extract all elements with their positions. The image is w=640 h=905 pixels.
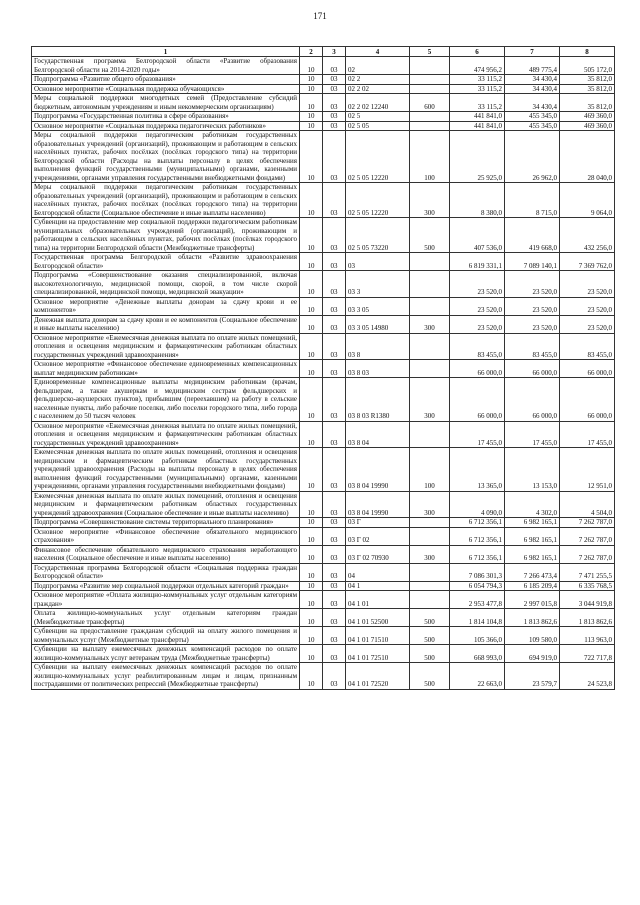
table-row — [32, 609, 615, 627]
row-name: Ежемесячная денежная выплата по оплате жилых помещений, отопления и освещения медицинским и фармацевтическим работникам областных государственных учреждений здравоохранения (Социальное обеспечение и иные выплаты населению) — [32, 491, 300, 518]
row-subsection: 03 — [323, 253, 346, 271]
table-row — [32, 378, 615, 422]
table-row — [32, 360, 615, 378]
table-row — [32, 627, 615, 645]
row-amount-2: 34 430,4 — [505, 94, 560, 112]
row-name: Основное мероприятие «Ежемесячная денежная выплата по оплате жилых помещений, отопления и освещения медицинским и фармацевтическим работникам областных государственных учреждений здравоохранения» — [32, 421, 300, 448]
row-amount-2: 4 302,0 — [505, 491, 560, 518]
col-header: 4 — [346, 47, 410, 57]
table-row — [32, 218, 615, 253]
row-subsection: 03 — [323, 627, 346, 645]
row-subsection: 03 — [323, 57, 346, 75]
row-section: 10 — [300, 491, 323, 518]
row-expense-type — [410, 84, 450, 94]
row-amount-1: 33 115,2 — [450, 94, 505, 112]
table-row — [32, 421, 615, 448]
row-amount-3: 722 717,8 — [560, 645, 615, 663]
row-amount-3: 23 520,0 — [560, 297, 615, 315]
col-header: 8 — [560, 47, 615, 57]
row-name: Субвенции на предоставление мер социальной поддержки педагогическим работникам муниципальных образовательных учреждений (организаций), проживающим и работающим в сельских населённых пунктах, рабочих посёлках (посёлках городского типа) на территории Белгородской области (Межбюджетные трансферты) — [32, 218, 300, 253]
row-section: 10 — [300, 609, 323, 627]
row-section: 10 — [300, 378, 323, 422]
row-amount-2: 13 153,0 — [505, 448, 560, 492]
row-amount-3: 7 471 255,5 — [560, 563, 615, 581]
row-target-code: 04 1 01 72520 — [346, 663, 410, 690]
row-subsection: 03 — [323, 448, 346, 492]
row-target-code: 04 — [346, 563, 410, 581]
row-amount-3: 7 369 762,0 — [560, 253, 615, 271]
row-amount-2: 83 455,0 — [505, 333, 560, 360]
row-section: 10 — [300, 297, 323, 315]
row-section: 10 — [300, 183, 323, 218]
row-section: 10 — [300, 563, 323, 581]
row-amount-1: 474 956,2 — [450, 57, 505, 75]
row-amount-1: 22 663,0 — [450, 663, 505, 690]
row-name: Подпрограмма «Развитие мер социальной поддержки отдельных категорий граждан» — [32, 581, 300, 591]
row-name: Субвенции на выплату ежемесячных денежных компенсаций расходов по оплате жилищно-коммунальных услуг реабилитированным лицам и лицам, признанным пострадавшими от политических репрессий (Межбюджетные трансферты) — [32, 663, 300, 690]
row-target-code: 02 5 05 12220 — [346, 131, 410, 183]
row-subsection: 03 — [323, 75, 346, 85]
row-amount-2: 23 520,0 — [505, 315, 560, 333]
row-expense-type: 500 — [410, 218, 450, 253]
row-subsection: 03 — [323, 360, 346, 378]
row-section: 10 — [300, 57, 323, 75]
row-amount-3: 23 520,0 — [560, 315, 615, 333]
row-name: Основное мероприятие «Финансовое обеспечение единовременных компенсационных выплат медицинским работникам» — [32, 360, 300, 378]
row-amount-1: 8 380,0 — [450, 183, 505, 218]
row-name: Меры социальной поддержки педагогическим работникам государственных образовательных учреждений (организаций), проживающим и работающим в сельских населённых пунктах, рабочих посёлках (посёлках городского типа) на территории Белгородской области (Социальное обеспечение и иные выплаты населению) — [32, 183, 300, 218]
row-section: 10 — [300, 112, 323, 122]
table-row — [32, 545, 615, 563]
row-amount-2: 109 580,0 — [505, 627, 560, 645]
row-subsection: 03 — [323, 94, 346, 112]
row-name: Основное мероприятие «Оплата жилищно-коммунальных услуг отдельным категориям граждан» — [32, 591, 300, 609]
row-expense-type — [410, 421, 450, 448]
row-name: Субвенции на выплату ежемесячных денежных компенсаций расходов по оплате жилищно-коммунальных услуг ветеранам труда (Межбюджетные трансферты) — [32, 645, 300, 663]
row-subsection: 03 — [323, 609, 346, 627]
row-name: Основное мероприятие «Социальная поддержка педагогических работников» — [32, 121, 300, 131]
col-header: 5 — [410, 47, 450, 57]
row-section: 10 — [300, 663, 323, 690]
row-amount-3: 35 812,0 — [560, 84, 615, 94]
row-subsection: 03 — [323, 581, 346, 591]
row-subsection: 03 — [323, 271, 346, 298]
row-amount-1: 6 712 356,1 — [450, 518, 505, 528]
col-header: 3 — [323, 47, 346, 57]
table-row — [32, 131, 615, 183]
row-subsection: 03 — [323, 563, 346, 581]
row-subsection: 03 — [323, 491, 346, 518]
row-amount-1: 6 054 794,3 — [450, 581, 505, 591]
table-row — [32, 591, 615, 609]
row-amount-2: 455 345,0 — [505, 121, 560, 131]
row-amount-3: 3 044 919,8 — [560, 591, 615, 609]
row-section: 10 — [300, 84, 323, 94]
table-row — [32, 333, 615, 360]
row-amount-3: 469 360,0 — [560, 112, 615, 122]
row-amount-3: 66 000,0 — [560, 360, 615, 378]
row-amount-1: 17 455,0 — [450, 421, 505, 448]
row-section: 10 — [300, 121, 323, 131]
row-target-code: 03 3 — [346, 271, 410, 298]
row-subsection: 03 — [323, 378, 346, 422]
row-amount-1: 6 819 331,1 — [450, 253, 505, 271]
row-name: Основное мероприятие «Ежемесячная денежная выплата по оплате жилых помещений, отопления и освещения медицинским и фармацевтическим работникам областных государственных учреждений здравоохранения» — [32, 333, 300, 360]
row-name: Меры социальной поддержки педагогическим работникам государственных образовательных учреждений (организаций), проживающим и работающим в сельских населённых пунктах, рабочих посёлках (посёлках городского типа) на территории Белгородской области (Расходы на выплаты персоналу в целях обеспечения выполнения функций государственными (муниципальными) органами, казенными учреждениями, органами управления государственными внебюджетными фондами) — [32, 131, 300, 183]
row-name: Основное мероприятие «Денежные выплаты донорам за сдачу крови и ее компонентов» — [32, 297, 300, 315]
row-amount-2: 7 266 473,4 — [505, 563, 560, 581]
row-section: 10 — [300, 218, 323, 253]
budget-table — [31, 46, 615, 690]
row-target-code: 04 1 01 72510 — [346, 645, 410, 663]
row-amount-1: 4 090,0 — [450, 491, 505, 518]
row-amount-1: 66 000,0 — [450, 360, 505, 378]
row-amount-1: 7 086 301,3 — [450, 563, 505, 581]
row-section: 10 — [300, 333, 323, 360]
row-target-code: 02 5 05 73220 — [346, 218, 410, 253]
row-subsection: 03 — [323, 297, 346, 315]
row-target-code: 02 2 02 — [346, 84, 410, 94]
row-amount-1: 6 712 356,1 — [450, 545, 505, 563]
row-amount-1: 33 115,2 — [450, 75, 505, 85]
row-amount-3: 35 812,0 — [560, 94, 615, 112]
row-section: 10 — [300, 591, 323, 609]
row-amount-2: 6 982 165,1 — [505, 545, 560, 563]
row-amount-3: 12 951,0 — [560, 448, 615, 492]
row-amount-2: 34 430,4 — [505, 75, 560, 85]
row-amount-1: 23 520,0 — [450, 297, 505, 315]
row-target-code: 03 8 — [346, 333, 410, 360]
row-section: 10 — [300, 315, 323, 333]
row-target-code: 02 2 — [346, 75, 410, 85]
row-expense-type — [410, 75, 450, 85]
row-target-code: 03 8 03 R1380 — [346, 378, 410, 422]
row-amount-3: 7 262 787,0 — [560, 545, 615, 563]
row-target-code: 02 — [346, 57, 410, 75]
row-name: Государственная программа Белгородской области «Развитие здравоохранения Белгородской области» — [32, 253, 300, 271]
row-name: Основное мероприятие «Социальная поддержка обучающихся» — [32, 84, 300, 94]
row-target-code: 03 8 04 19990 — [346, 448, 410, 492]
row-name: Подпрограмма «Совершенствование системы территориального планирования» — [32, 518, 300, 528]
row-name: Государственная программа Белгородской области «Развитие образования Белгородской области на 2014-2020 годы» — [32, 57, 300, 75]
row-target-code: 04 1 01 — [346, 591, 410, 609]
row-target-code: 04 1 01 52500 — [346, 609, 410, 627]
row-name: Единовременные компенсационные выплаты медицинским работникам (врачам, фельдшерам, а также акушеркам и медицинским сестрам фельдшерских и фельдшерско-акушерских пунктов), прибывшим (переехавшим) на работу в сельские населенные пункты, либо рабочие поселки, либо поселки городского типа, либо города с населением до 50 тысяч человек — [32, 378, 300, 422]
row-expense-type: 600 — [410, 94, 450, 112]
row-section: 10 — [300, 627, 323, 645]
row-subsection: 03 — [323, 518, 346, 528]
row-amount-3: 28 040,0 — [560, 131, 615, 183]
row-amount-3: 23 520,0 — [560, 271, 615, 298]
row-expense-type — [410, 57, 450, 75]
row-amount-3: 66 000,0 — [560, 378, 615, 422]
row-expense-type — [410, 112, 450, 122]
table-row — [32, 271, 615, 298]
row-target-code: 03 Г 02 — [346, 527, 410, 545]
row-target-code: 03 8 04 19990 — [346, 491, 410, 518]
row-amount-1: 441 841,0 — [450, 112, 505, 122]
table-row — [32, 518, 615, 528]
row-expense-type — [410, 581, 450, 591]
row-amount-3: 7 262 787,0 — [560, 518, 615, 528]
row-subsection: 03 — [323, 218, 346, 253]
row-amount-2: 7 089 140,1 — [505, 253, 560, 271]
row-amount-2: 6 185 209,4 — [505, 581, 560, 591]
row-amount-2: 34 430,4 — [505, 84, 560, 94]
row-subsection: 03 — [323, 421, 346, 448]
row-name: Меры социальной поддержки многодетных семей (Предоставление субсидий бюджетным, автономным учреждениям и иным некоммерческим организациям) — [32, 94, 300, 112]
row-section: 10 — [300, 518, 323, 528]
row-name: Основное мероприятие «Финансовое обеспечение обязательного медицинского страхования» — [32, 527, 300, 545]
row-amount-3: 35 812,0 — [560, 75, 615, 85]
row-amount-2: 23 579,7 — [505, 663, 560, 690]
row-section: 10 — [300, 645, 323, 663]
row-expense-type: 100 — [410, 448, 450, 492]
row-name: Субвенции на предоставление гражданам субсидий на оплату жилого помещения и коммунальных услуг (Межбюджетные трансферты) — [32, 627, 300, 645]
row-expense-type: 300 — [410, 378, 450, 422]
col-header: 2 — [300, 47, 323, 57]
row-amount-3: 469 360,0 — [560, 121, 615, 131]
row-target-code: 03 — [346, 253, 410, 271]
row-subsection: 03 — [323, 545, 346, 563]
row-expense-type — [410, 591, 450, 609]
row-amount-1: 668 993,0 — [450, 645, 505, 663]
row-amount-3: 505 172,0 — [560, 57, 615, 75]
row-amount-3: 83 455,0 — [560, 333, 615, 360]
row-expense-type: 500 — [410, 609, 450, 627]
row-amount-2: 419 668,0 — [505, 218, 560, 253]
row-amount-1: 33 115,2 — [450, 84, 505, 94]
row-target-code: 02 2 02 12240 — [346, 94, 410, 112]
row-section: 10 — [300, 94, 323, 112]
row-name: Финансовое обеспечение обязательного медицинского страхования неработающего населения (Социальное обеспечение и иные выплаты населению) — [32, 545, 300, 563]
row-amount-2: 489 775,4 — [505, 57, 560, 75]
table-row — [32, 94, 615, 112]
table-row — [32, 645, 615, 663]
row-amount-2: 66 000,0 — [505, 378, 560, 422]
row-section: 10 — [300, 131, 323, 183]
row-target-code: 03 3 05 — [346, 297, 410, 315]
row-subsection: 03 — [323, 131, 346, 183]
row-amount-1: 83 455,0 — [450, 333, 505, 360]
row-amount-2: 694 919,0 — [505, 645, 560, 663]
table-row — [32, 448, 615, 492]
table-row — [32, 253, 615, 271]
row-subsection: 03 — [323, 121, 346, 131]
row-subsection: 03 — [323, 112, 346, 122]
row-amount-1: 23 520,0 — [450, 271, 505, 298]
row-subsection: 03 — [323, 591, 346, 609]
row-subsection: 03 — [323, 84, 346, 94]
row-name: Оплата жилищно-коммунальных услуг отдельным категориям граждан (Межбюджетные трансферты) — [32, 609, 300, 627]
table-row — [32, 121, 615, 131]
row-expense-type — [410, 253, 450, 271]
row-expense-type — [410, 271, 450, 298]
row-subsection: 03 — [323, 315, 346, 333]
row-name: Подпрограмма «Совершенствование оказания специализированной, включая высокотехнологичную, медицинской помощи, скорой, в том числе скорой специализированной, медицинской помощи, медицинской эвакуации» — [32, 271, 300, 298]
row-amount-2: 23 520,0 — [505, 271, 560, 298]
row-expense-type: 300 — [410, 315, 450, 333]
row-section: 10 — [300, 421, 323, 448]
row-amount-2: 1 813 862,6 — [505, 609, 560, 627]
table-row — [32, 112, 615, 122]
row-name: Денежная выплата донорам за сдачу крови и ее компонентов (Социальное обеспечение и иные выплаты населению) — [32, 315, 300, 333]
row-section: 10 — [300, 545, 323, 563]
row-section: 10 — [300, 581, 323, 591]
header-row — [32, 47, 615, 57]
row-section: 10 — [300, 271, 323, 298]
table-row — [32, 491, 615, 518]
row-amount-3: 24 523,8 — [560, 663, 615, 690]
row-amount-2: 8 715,0 — [505, 183, 560, 218]
col-header: 6 — [450, 47, 505, 57]
row-expense-type — [410, 527, 450, 545]
row-expense-type: 500 — [410, 627, 450, 645]
row-target-code: 04 1 01 71510 — [346, 627, 410, 645]
row-amount-3: 6 335 768,5 — [560, 581, 615, 591]
row-amount-1: 2 953 477,8 — [450, 591, 505, 609]
row-amount-2: 2 997 015,8 — [505, 591, 560, 609]
row-expense-type: 500 — [410, 645, 450, 663]
row-target-code: 03 3 05 14980 — [346, 315, 410, 333]
row-amount-1: 441 841,0 — [450, 121, 505, 131]
row-expense-type: 300 — [410, 545, 450, 563]
row-expense-type: 300 — [410, 491, 450, 518]
row-name: Государственная программа Белгородской области «Социальная поддержка граждан Белгородской области» — [32, 563, 300, 581]
row-name: Ежемесячная денежная выплата по оплате жилых помещений, отопления и освещения медицинским и фармацевтическим работникам областных государственных учреждений здравоохранения (Расходы на выплаты персоналу в целях обеспечения выполнения функций государственными (муниципальными) органами, казенными учреждениями, органами управления государственными внебюджетными фондами) — [32, 448, 300, 492]
row-name: Подпрограмма «Государственная политика в сфере образования» — [32, 112, 300, 122]
row-amount-1: 1 814 104,8 — [450, 609, 505, 627]
row-section: 10 — [300, 253, 323, 271]
row-amount-2: 6 982 165,1 — [505, 518, 560, 528]
row-target-code: 03 8 04 — [346, 421, 410, 448]
col-header: 7 — [505, 47, 560, 57]
row-name: Подпрограмма «Развитие общего образования» — [32, 75, 300, 85]
row-section: 10 — [300, 527, 323, 545]
row-subsection: 03 — [323, 645, 346, 663]
table-row — [32, 75, 615, 85]
row-amount-3: 113 963,0 — [560, 627, 615, 645]
row-amount-1: 407 536,0 — [450, 218, 505, 253]
row-subsection: 03 — [323, 527, 346, 545]
table-row — [32, 297, 615, 315]
row-section: 10 — [300, 75, 323, 85]
row-expense-type: 500 — [410, 663, 450, 690]
row-expense-type — [410, 360, 450, 378]
row-expense-type — [410, 121, 450, 131]
table-row — [32, 663, 615, 690]
table-row — [32, 527, 615, 545]
col-header: 1 — [32, 47, 300, 57]
row-expense-type — [410, 518, 450, 528]
table-row — [32, 183, 615, 218]
row-amount-2: 455 345,0 — [505, 112, 560, 122]
row-amount-3: 17 455,0 — [560, 421, 615, 448]
row-amount-1: 13 365,0 — [450, 448, 505, 492]
row-amount-3: 4 504,0 — [560, 491, 615, 518]
row-amount-2: 17 455,0 — [505, 421, 560, 448]
row-amount-1: 66 000,0 — [450, 378, 505, 422]
row-target-code: 02 5 05 12220 — [346, 183, 410, 218]
row-target-code: 02 5 — [346, 112, 410, 122]
table-row — [32, 563, 615, 581]
row-amount-2: 66 000,0 — [505, 360, 560, 378]
row-target-code: 02 5 05 — [346, 121, 410, 131]
row-section: 10 — [300, 360, 323, 378]
row-expense-type — [410, 297, 450, 315]
row-amount-3: 7 262 787,0 — [560, 527, 615, 545]
row-subsection: 03 — [323, 663, 346, 690]
row-amount-3: 1 813 862,6 — [560, 609, 615, 627]
row-amount-3: 9 064,0 — [560, 183, 615, 218]
table-row — [32, 315, 615, 333]
row-expense-type — [410, 563, 450, 581]
row-expense-type: 300 — [410, 183, 450, 218]
row-amount-1: 105 366,0 — [450, 627, 505, 645]
page-number: 171 — [313, 11, 327, 21]
row-target-code: 03 Г 02 70930 — [346, 545, 410, 563]
row-target-code: 03 Г — [346, 518, 410, 528]
row-target-code: 04 1 — [346, 581, 410, 591]
table-row — [32, 581, 615, 591]
row-amount-3: 432 256,0 — [560, 218, 615, 253]
row-amount-2: 23 520,0 — [505, 297, 560, 315]
row-amount-2: 26 962,0 — [505, 131, 560, 183]
row-expense-type: 100 — [410, 131, 450, 183]
table-row — [32, 84, 615, 94]
row-amount-2: 6 982 165,1 — [505, 527, 560, 545]
row-subsection: 03 — [323, 183, 346, 218]
row-subsection: 03 — [323, 333, 346, 360]
row-amount-1: 23 520,0 — [450, 315, 505, 333]
row-target-code: 03 8 03 — [346, 360, 410, 378]
row-amount-1: 25 925,0 — [450, 131, 505, 183]
row-expense-type — [410, 333, 450, 360]
row-amount-1: 6 712 356,1 — [450, 527, 505, 545]
row-section: 10 — [300, 448, 323, 492]
table-row — [32, 57, 615, 75]
